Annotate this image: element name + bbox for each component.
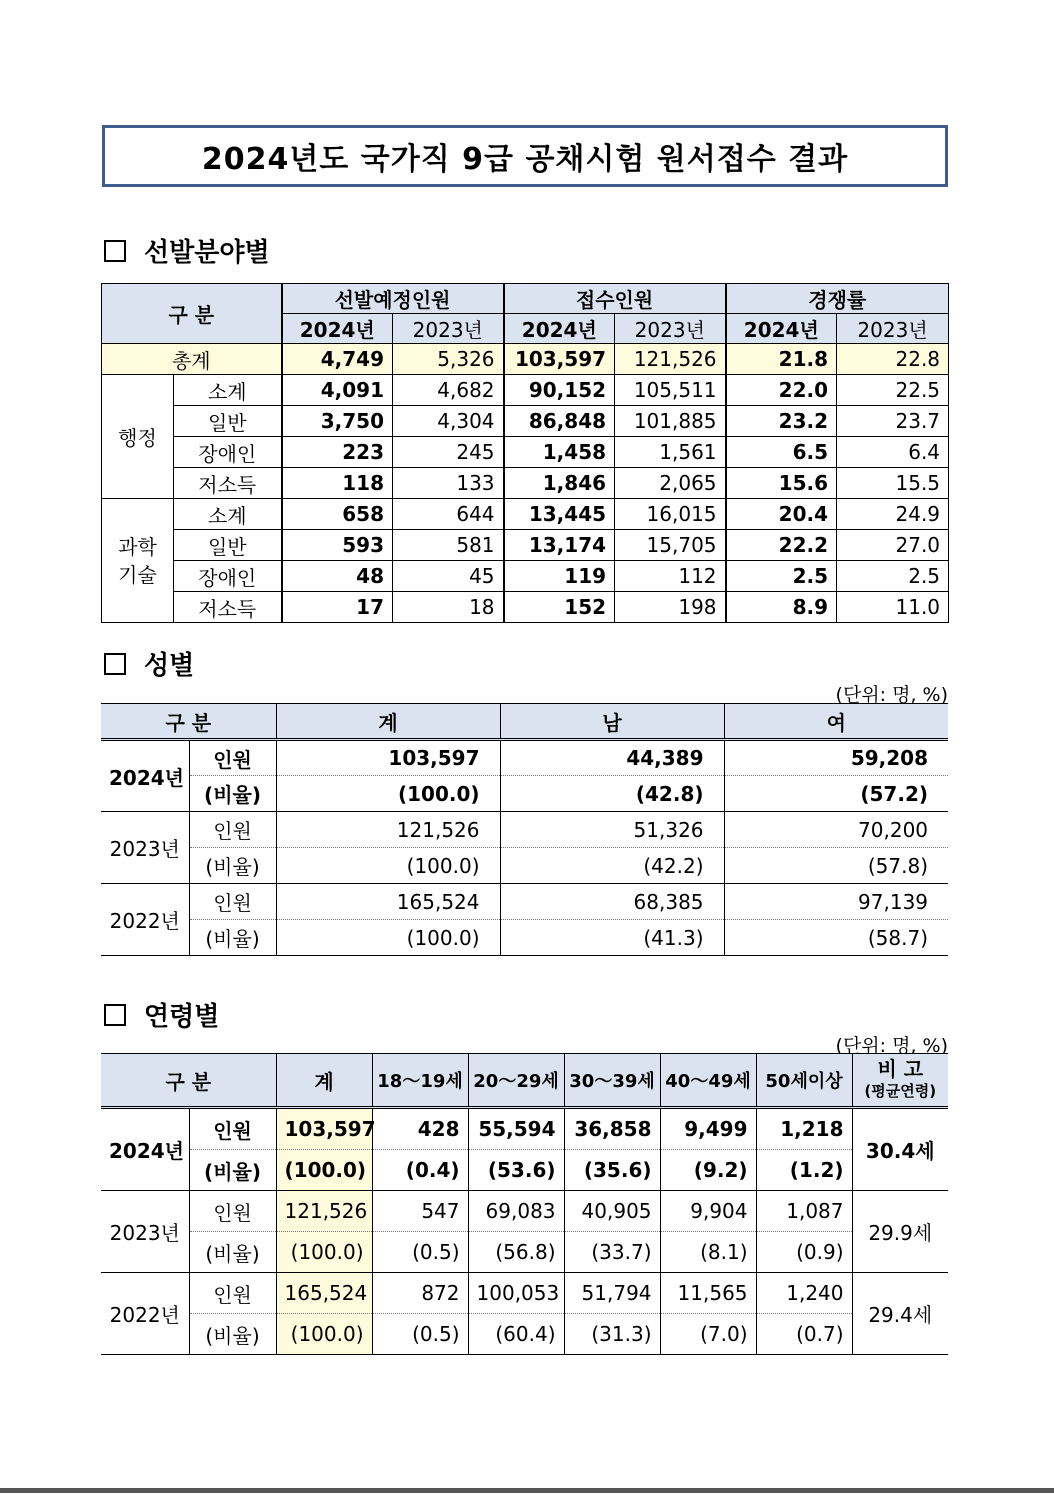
table-row [101,812,948,848]
table-cell: 21.8 [726,344,837,375]
year-label: 2024년 [101,1108,189,1191]
row-label: 일반 [174,530,282,561]
table-cell: 152 [504,592,615,623]
row-label: (비율) [189,1150,276,1191]
checkbox-square-icon [104,1004,126,1026]
document-title: 2024년도 국가직 9급 공채시험 원서접수 결과 [102,125,948,187]
header-gubun: 구 분 [101,1054,276,1108]
table-cell: 15,705 [615,530,726,561]
table-row [102,406,949,437]
row-label: 인원 [189,740,276,776]
row-label: 인원 [189,812,276,848]
total-row [102,344,949,375]
table-cell: (56.8) [468,1232,564,1273]
table-cell: 165,524 [276,1273,372,1314]
table-cell: 121,526 [276,812,500,848]
group-label-sci-line2: 기술 [118,562,157,587]
table-cell: 22.5 [837,375,949,406]
table-cell: 4,091 [282,375,393,406]
table-cell: 23.7 [837,406,949,437]
table-cell: 118 [282,468,393,499]
table-cell: 8.9 [726,592,837,623]
year-label: 2023년 [101,1191,189,1273]
table-cell: 428 [372,1108,468,1150]
header-planned: 선발예정인원 [282,284,504,314]
table-cell: (60.4) [468,1314,564,1355]
table-cell: (100.0) [276,848,500,884]
table-cell: (100.0) [276,920,500,956]
row-label: 인원 [189,1191,276,1232]
header-year-2023: 2023년 [615,314,726,344]
table-cell: 105,511 [615,375,726,406]
table-cell: 2.5 [837,561,949,592]
section-heading-age [104,996,219,1033]
unit-label: (단위: 명, %) [835,1035,948,1057]
table-cell: 20.4 [726,499,837,530]
table-cell: 4,304 [393,406,504,437]
table-cell: 51,326 [500,812,724,848]
header-note-sub: (평균연령) [864,1082,937,1100]
table-cell: (7.0) [660,1314,756,1355]
table-cell: 55,594 [468,1108,564,1150]
header-female: 여 [724,704,948,740]
table-cell: 223 [282,437,393,468]
group-label-sci [102,499,174,623]
table-cell: 133 [393,468,504,499]
table-cell: 90,152 [504,375,615,406]
table-row [102,592,949,623]
table-cell: 101,885 [615,406,726,437]
table-cell: (100.0) [276,1150,372,1191]
header-age-30-39: 30～39세 [564,1054,660,1108]
table-row [101,884,948,920]
avg-age: 29.4세 [852,1273,948,1355]
header-total: 계 [276,704,500,740]
table-cell: 86,848 [504,406,615,437]
table-cell: 70,200 [724,812,948,848]
avg-age: 29.9세 [852,1191,948,1273]
table-cell: (1.2) [756,1150,852,1191]
table-cell: (31.3) [564,1314,660,1355]
table-cell: (100.0) [276,776,500,812]
table-row [101,1108,948,1150]
table-cell: 4,682 [393,375,504,406]
table-cell: 17 [282,592,393,623]
row-label: (비율) [189,848,276,884]
header-year-2024: 2024년 [726,314,837,344]
year-label: 2022년 [101,1273,189,1355]
table-cell: 1,087 [756,1191,852,1232]
table-cell: 644 [393,499,504,530]
table-cell: (9.2) [660,1150,756,1191]
table-row [101,1150,948,1191]
table-cell: 2.5 [726,561,837,592]
table-cell: 22.0 [726,375,837,406]
table-cell: 121,526 [276,1191,372,1232]
table-cell: (58.7) [724,920,948,956]
table-cell: 16,015 [615,499,726,530]
section-title-age: 연령별 [144,1002,220,1032]
section-heading-field [104,232,270,269]
table-cell: 13,174 [504,530,615,561]
checkbox-square-icon [104,653,126,675]
table-cell: 18 [393,592,504,623]
header-note-title: 비 고 [877,1057,924,1081]
table-cell: 547 [372,1191,468,1232]
header-competition: 경쟁률 [726,284,949,314]
table-cell: 198 [615,592,726,623]
table-cell: 103,597 [504,344,615,375]
table-cell: 24.9 [837,499,949,530]
table-cell: 103,597 [276,1108,372,1150]
table-cell: 44,389 [500,740,724,776]
table-cell: (42.8) [500,776,724,812]
row-label: 인원 [189,1273,276,1314]
table-cell: 69,083 [468,1191,564,1232]
table-cell: 97,139 [724,884,948,920]
table-cell: 103,597 [276,740,500,776]
field-table [101,283,949,623]
table-cell: 6.5 [726,437,837,468]
header-year-2024: 2024년 [504,314,615,344]
table-cell: 40,905 [564,1191,660,1232]
table-cell: (33.7) [564,1232,660,1273]
table-cell: 15.5 [837,468,949,499]
section-title-gender: 성별 [144,651,195,681]
table-row [101,920,948,956]
row-label: 저소득 [174,592,282,623]
row-label: 저소득 [174,468,282,499]
table-cell: 22.2 [726,530,837,561]
row-label: 장애인 [174,561,282,592]
header-male: 남 [500,704,724,740]
header-gubun: 구 분 [102,284,282,344]
table-cell: 36,858 [564,1108,660,1150]
table-cell: 5,326 [393,344,504,375]
table-cell: 27.0 [837,530,949,561]
table-cell: 1,846 [504,468,615,499]
row-label: 소계 [174,375,282,406]
header-age-18-19: 18～19세 [372,1054,468,1108]
table-row [102,375,949,406]
table-cell: 121,526 [615,344,726,375]
table-cell: (0.9) [756,1232,852,1273]
header-age-20-29: 20～29세 [468,1054,564,1108]
table-cell: 1,218 [756,1108,852,1150]
table-cell: 2,065 [615,468,726,499]
header-total: 계 [276,1054,372,1108]
table-cell: (0.7) [756,1314,852,1355]
table-cell: (0.5) [372,1314,468,1355]
table-cell: 68,385 [500,884,724,920]
table-cell: 100,053 [468,1273,564,1314]
table-cell: 48 [282,561,393,592]
header-note [852,1054,948,1108]
table-row [101,740,948,776]
group-label-sci-line1: 과학 [118,534,157,559]
table-row [101,1232,948,1273]
header-year-2023: 2023년 [837,314,949,344]
table-cell: 11.0 [837,592,949,623]
avg-age: 30.4세 [852,1108,948,1191]
table-cell: 658 [282,499,393,530]
table-cell: 119 [504,561,615,592]
table-cell: 1,561 [615,437,726,468]
table-row [102,530,949,561]
table-cell: 22.8 [837,344,949,375]
table-cell: 13,445 [504,499,615,530]
year-label: 2024년 [101,740,189,812]
table-cell: 9,904 [660,1191,756,1232]
year-label: 2023년 [101,812,189,884]
table-cell: 4,749 [282,344,393,375]
table-cell: 45 [393,561,504,592]
table-cell: 23.2 [726,406,837,437]
total-label: 총계 [102,344,282,375]
table-cell: (42.2) [500,848,724,884]
row-label: (비율) [189,776,276,812]
table-cell: (35.6) [564,1150,660,1191]
table-row [102,468,949,499]
table-cell: (57.2) [724,776,948,812]
table-row [101,1191,948,1232]
table-cell: (0.4) [372,1150,468,1191]
year-label: 2022년 [101,884,189,956]
header-year-2024: 2024년 [282,314,393,344]
checkbox-square-icon [104,240,126,262]
table-row [101,1314,948,1355]
table-cell: 1,240 [756,1273,852,1314]
table-cell: (57.8) [724,848,948,884]
table-cell: 872 [372,1273,468,1314]
table-cell: 11,565 [660,1273,756,1314]
table-cell: (100.0) [276,1314,372,1355]
table-cell: (100.0) [276,1232,372,1273]
row-label: 인원 [189,884,276,920]
table-cell: 59,208 [724,740,948,776]
table-row [102,561,949,592]
table-cell: 15.6 [726,468,837,499]
table-cell: 3,750 [282,406,393,437]
header-age-40-49: 40～49세 [660,1054,756,1108]
table-cell: 51,794 [564,1273,660,1314]
header-applicants: 접수인원 [504,284,726,314]
group-label-admin: 행정 [102,375,174,499]
row-label: (비율) [189,1314,276,1355]
table-row [102,437,949,468]
table-cell: (8.1) [660,1232,756,1273]
table-row [101,776,948,812]
table-cell: 1,458 [504,437,615,468]
table-cell: 593 [282,530,393,561]
section-title-field: 선발분야별 [144,238,270,268]
unit-label: (단위: 명, %) [835,684,948,706]
table-cell: 245 [393,437,504,468]
row-label: 소계 [174,499,282,530]
row-label: 장애인 [174,437,282,468]
row-label: 일반 [174,406,282,437]
section-heading-gender [104,645,194,682]
row-label: (비율) [189,920,276,956]
table-row [101,848,948,884]
gender-table [101,703,948,956]
table-cell: 112 [615,561,726,592]
table-cell: (53.6) [468,1150,564,1191]
table-cell: 581 [393,530,504,561]
header-gubun: 구 분 [101,704,276,740]
table-row [101,1273,948,1314]
header-year-2023: 2023년 [393,314,504,344]
header-age-50-plus: 50세이상 [756,1054,852,1108]
bottom-divider [0,1488,1054,1493]
table-cell: (41.3) [500,920,724,956]
table-cell: 9,499 [660,1108,756,1150]
table-cell: 165,524 [276,884,500,920]
table-cell: 6.4 [837,437,949,468]
table-row [102,499,949,530]
row-label: (비율) [189,1232,276,1273]
row-label: 인원 [189,1108,276,1150]
age-table [101,1053,948,1355]
table-cell: (0.5) [372,1232,468,1273]
